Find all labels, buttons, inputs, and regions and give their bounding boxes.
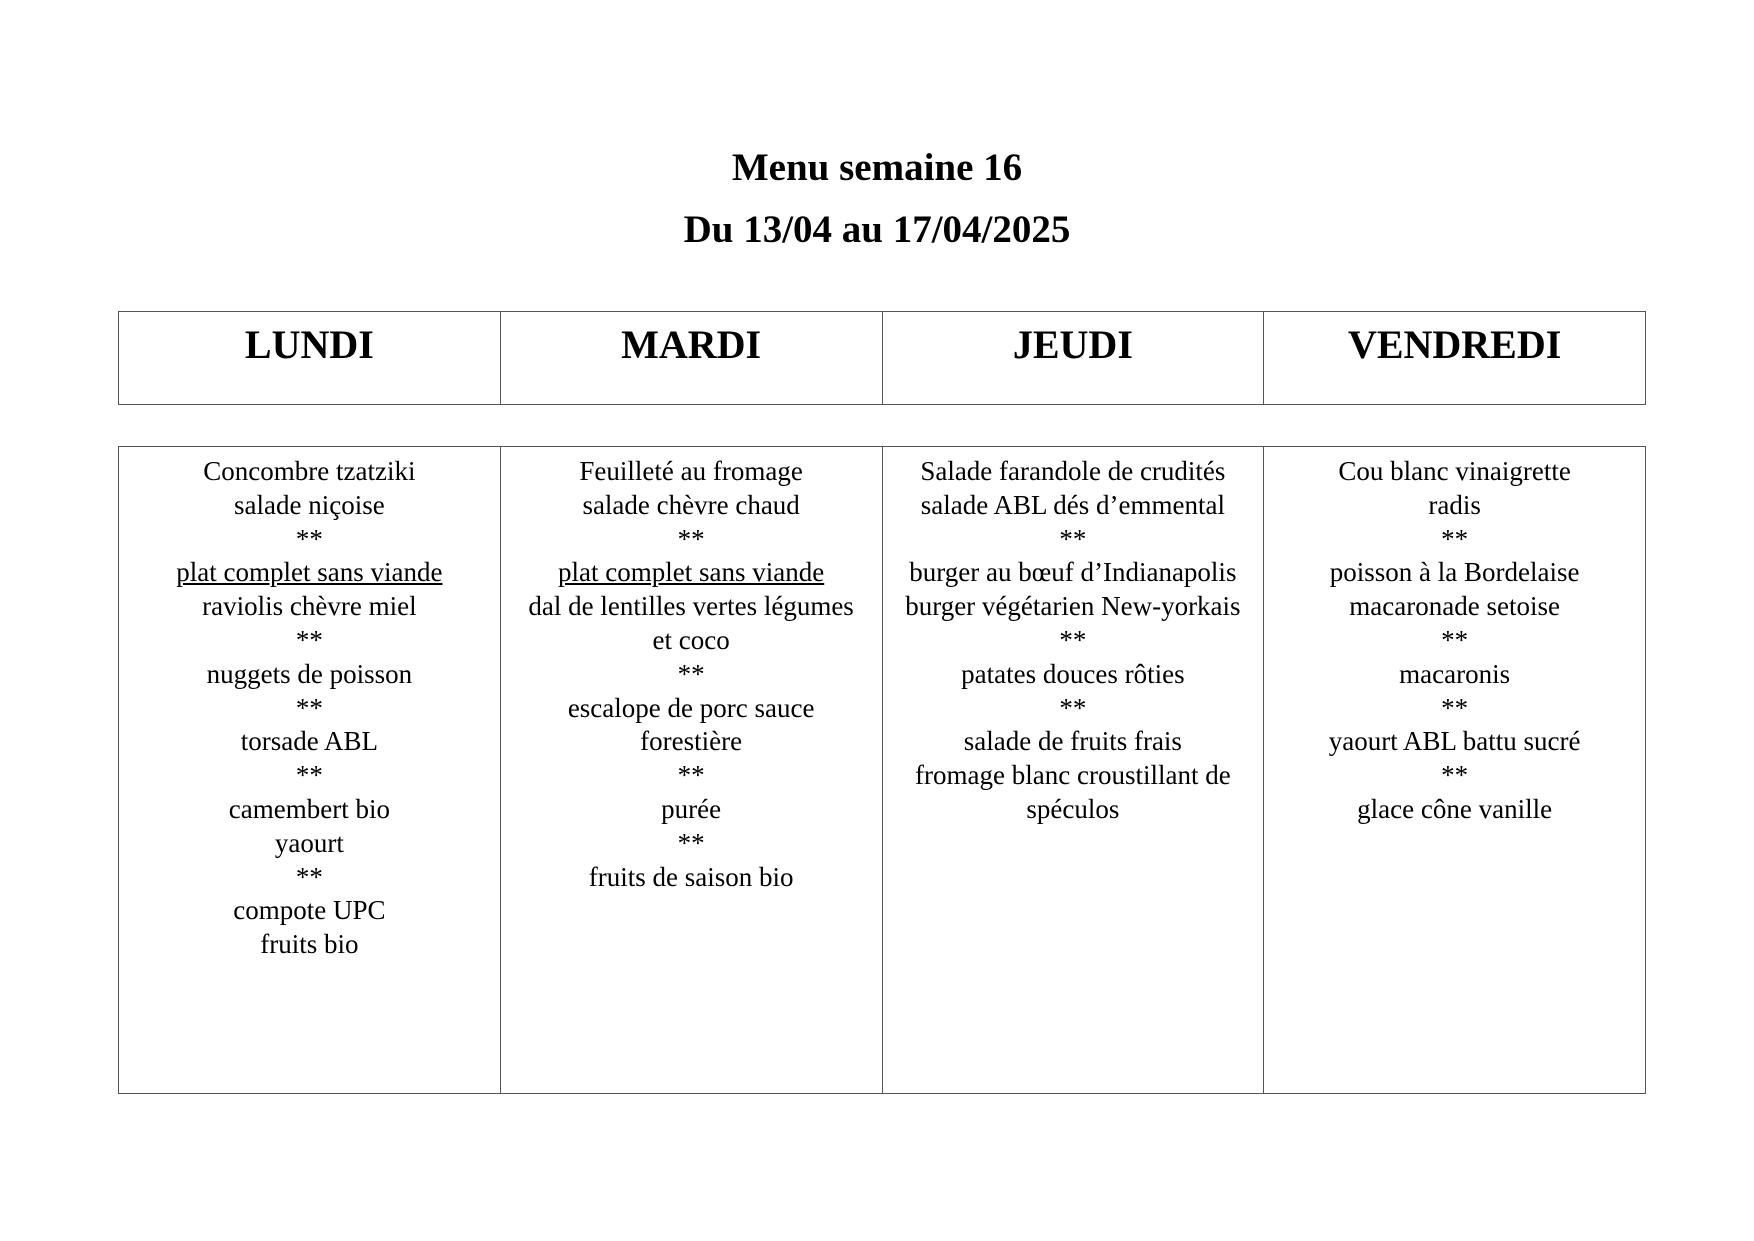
menu-separator: ** <box>677 658 705 689</box>
menu-cell-lundi <box>119 447 501 1094</box>
menu-cell-mardi <box>500 447 882 1094</box>
menu-item: et coco <box>652 624 730 655</box>
menu-separator: ** <box>1059 523 1087 554</box>
menu-separator: ** <box>677 523 705 554</box>
menu-separator: ** <box>1441 624 1469 655</box>
menu-item: Feuilleté au fromage <box>579 456 803 486</box>
menu-item: purée <box>661 793 722 824</box>
menu-separator: ** <box>295 861 323 892</box>
menu-item: glace cône vanille <box>1357 793 1553 824</box>
menu-separator: ** <box>1059 624 1087 655</box>
menu-separator: ** <box>295 624 323 655</box>
menu-item: macaronade setoise <box>1349 591 1560 622</box>
menu-item: raviolis chèvre miel <box>202 591 417 622</box>
menu-separator: ** <box>295 692 323 723</box>
menu-separator: ** <box>677 760 705 791</box>
menu-separator: ** <box>295 523 323 554</box>
menu-title: Menu semaine 16 <box>731 146 1023 189</box>
menu-item: dal de lentilles vertes légumes <box>528 591 854 622</box>
menu-separator: ** <box>677 827 705 858</box>
menu-item: yaourt ABL battu sucré <box>1328 726 1581 757</box>
menu-item: fromage blanc croustillant de <box>915 760 1231 791</box>
day-header-jeudi: JEUDI <box>882 312 1264 405</box>
day-header-mardi: MARDI <box>500 312 882 405</box>
menu-item: Salade farandole de crudités <box>920 456 1226 486</box>
menu-cell-jeudi <box>882 447 1264 1094</box>
menu-item: salade chèvre chaud <box>582 489 800 520</box>
menu-item: burger végétarien New-yorkais <box>905 591 1241 622</box>
menu-item: patates douces rôties <box>961 658 1185 689</box>
menu-separator: ** <box>1441 692 1469 723</box>
day-header-lundi: LUNDI <box>119 312 501 405</box>
menu-section-label: plat complet sans viande <box>176 557 443 588</box>
menu-separator: ** <box>1059 692 1087 723</box>
menu-date-range: Du 13/04 au 17/04/2025 <box>683 208 1071 251</box>
menu-item: burger au bœuf d’Indianapolis <box>909 557 1237 588</box>
menu-item: salade niçoise <box>234 489 385 520</box>
menu-section-label: plat complet sans viande <box>558 557 825 588</box>
menu-item: Concombre tzatziki <box>203 456 416 486</box>
menu-item: salade ABL dés d’emmental <box>920 489 1225 520</box>
menu-item: forestière <box>640 726 743 757</box>
menu-item: torsade ABL <box>240 726 378 757</box>
menu-item: yaourt <box>274 827 344 858</box>
menu-separator: ** <box>295 760 323 791</box>
menu-item: Cou blanc vinaigrette <box>1338 456 1571 486</box>
menu-separator: ** <box>1441 760 1469 791</box>
menu-item: salade de fruits frais <box>963 726 1182 757</box>
menu-separator: ** <box>1441 523 1469 554</box>
menu-item: compote UPC <box>233 895 386 926</box>
day-header-vendredi: VENDREDI <box>1264 312 1646 405</box>
day-header-table <box>118 311 1646 405</box>
menu-item: spéculos <box>1026 793 1120 824</box>
menu-item: fruits bio <box>260 929 359 960</box>
menu-item: nuggets de poisson <box>206 658 413 689</box>
menu-item: poisson à la Bordelaise <box>1329 557 1580 588</box>
day-header-row <box>119 312 1646 405</box>
menu-cell-vendredi <box>1264 447 1646 1094</box>
menu-item: macaronis <box>1399 658 1511 689</box>
menu-table <box>118 446 1646 1094</box>
menu-item: camembert bio <box>228 793 390 824</box>
menu-item: radis <box>1428 489 1481 520</box>
menu-row <box>119 447 1646 1094</box>
menu-item: fruits de saison bio <box>588 861 794 892</box>
menu-item: escalope de porc sauce <box>567 692 815 723</box>
